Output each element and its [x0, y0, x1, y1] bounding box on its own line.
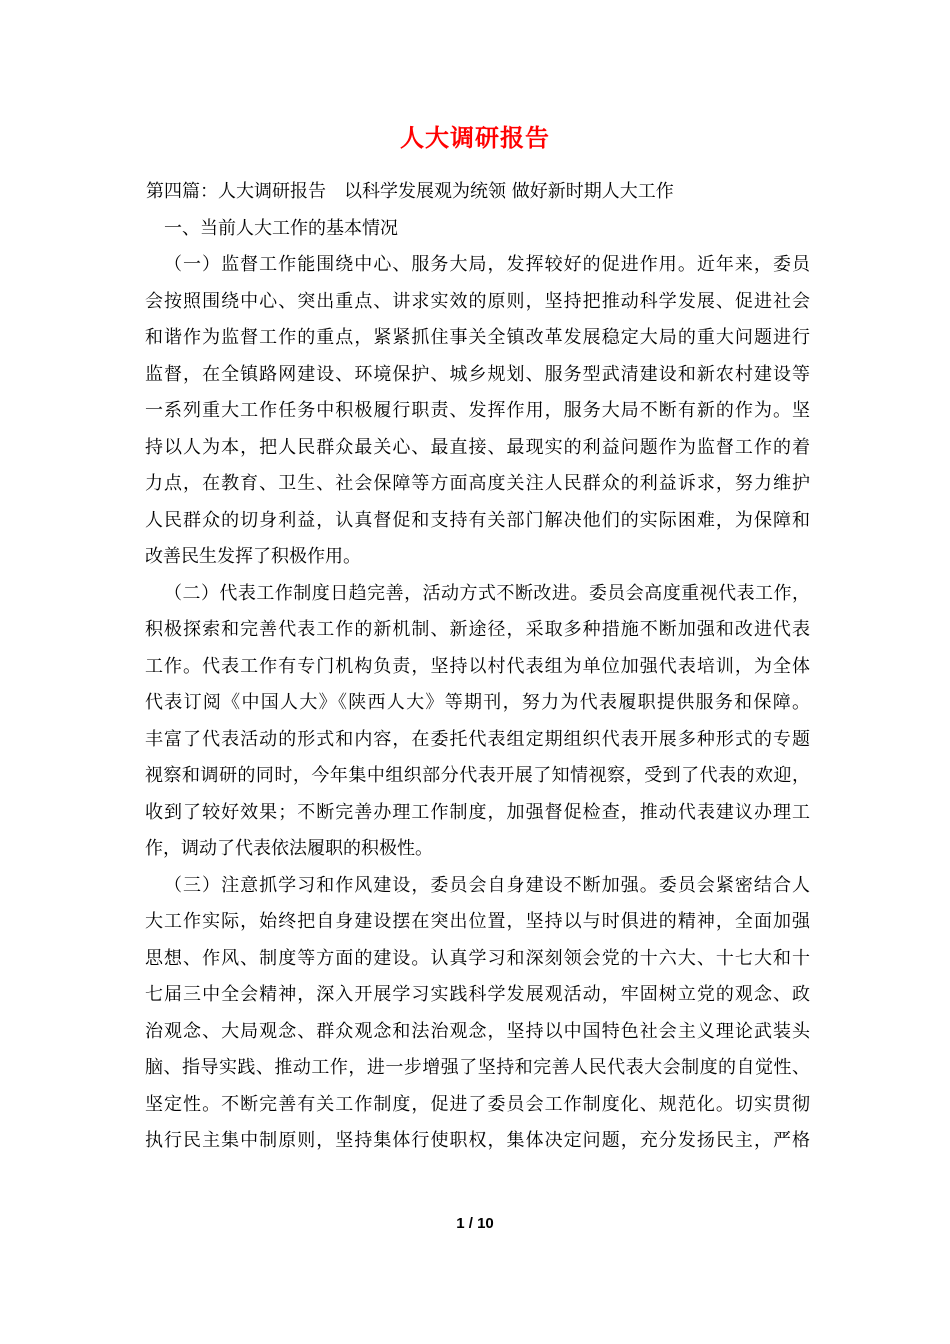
text-line: （二）代表工作制度日趋完善，活动方式不断改进。委员会高度重视代表工作，: [164, 582, 810, 604]
text-line: 丰富了代表活动的形式和内容，在委托代表组定期组织代表开展多种形式的专题: [145, 728, 810, 750]
text-line: 收到了较好效果；不断完善办理工作制度，加强督促检查，推动代表建议办理工: [145, 801, 810, 823]
text-line: 脑、指导实践、推动工作，进一步增强了坚持和完善人民代表大会制度的自觉性、: [145, 1057, 810, 1078]
text-line: 积极探索和完善代表工作的新机制、新途径，采取多种措施不断加强和改进代表: [145, 619, 810, 640]
text-line: 工作。代表工作有专门机构负责，坚持以村代表组为单位加强代表培训，为全体: [145, 655, 810, 677]
text-line: 监督，在全镇路网建设、环境保护、城乡规划、服务型武清建设和新农村建设等: [145, 363, 810, 385]
text-line: 治观念、大局观念、群众观念和法治观念，坚持以中国特色社会主义理论武装头: [145, 1020, 810, 1042]
text-line: 会按照围绕中心、突出重点、讲求实效的原则，坚持把推动科学发展、促进社会: [145, 290, 810, 312]
text-line: 改善民生发挥了积极作用。: [145, 546, 361, 567]
text-line: （一）监督工作能围绕中心、服务大局，发挥较好的促进作用。近年来，委员: [164, 254, 810, 275]
text-line: 执行民主集中制原则，坚持集体行使职权，集体决定问题，充分发扬民主，严格: [145, 1130, 810, 1151]
text-line: 作，调动了代表依法履职的积极性。: [145, 838, 433, 859]
text-line: 人民群众的切身利益，认真督促和支持有关部门解决他们的实际困难，为保障和: [145, 509, 810, 531]
page-number: 1 / 10: [456, 1215, 494, 1232]
text-line: 力点，在教育、卫生、社会保障等方面高度关注人民群众的利益诉求，努力维护: [145, 473, 810, 494]
text-line: （三）注意抓学习和作风建设，委员会自身建设不断加强。委员会紧密结合人: [164, 874, 810, 896]
text-line: 持以人为本，把人民群众最关心、最直接、最现实的利益问题作为监督工作的着: [145, 436, 810, 458]
text-line: 七届三中全会精神，深入开展学习实践科学发展观活动，牢固树立党的观念、政: [145, 984, 810, 1005]
text-line: 和谐作为监督工作的重点，紧紧抓住事关全镇改革发展稳定大局的重大问题进行: [145, 327, 810, 348]
document-body: [145, 174, 810, 1160]
text-line: 一、当前人大工作的基本情况: [164, 217, 398, 239]
text-line: 视察和调研的同时，今年集中组织部分代表开展了知情视察，受到了代表的欢迎，: [145, 765, 810, 786]
text-line: 大工作实际，始终把自身建设摆在突出位置，坚持以与时俱进的精神，全面加强: [145, 911, 810, 932]
text-line: 一系列重大工作任务中积极履行职责、发挥作用，服务大局不断有新的作为。坚: [145, 400, 810, 421]
text-line: 第四篇：人大调研报告 以科学发展观为统领 做好新时期人大工作: [146, 181, 674, 202]
text-line: 代表订阅《中国人大》《陕西人大》等期刊，努力为代表履职提供服务和保障。: [145, 692, 810, 713]
text-line: 思想、作风、制度等方面的建设。认真学习和深刻领会党的十六大、十七大和十: [145, 947, 810, 969]
document-title: 人大调研报告: [400, 123, 550, 152]
text-line: 坚定性。不断完善有关工作制度，促进了委员会工作制度化、规范化。切实贯彻: [145, 1093, 810, 1115]
